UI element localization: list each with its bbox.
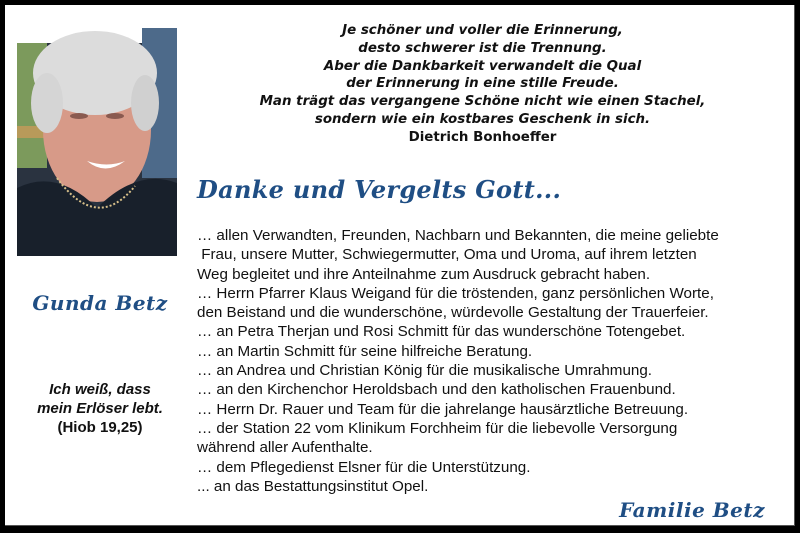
thanks-line: … dem Pflegedienst Elsner für die Unterstützung. — [197, 458, 531, 476]
verse-reference: (Hiob 19,25) — [57, 419, 143, 436]
portrait-image — [17, 18, 177, 256]
thanks-line: … an Petra Therjan und Rosi Schmitt für das wunderschöne Totengebet. — [197, 323, 686, 341]
thanks-line: Frau, unsere Mutter, Schwiegermutter, Oma und Uroma, auf ihrem letzten — [197, 246, 697, 264]
thanks-line: Weg begleitet und ihre Anteilnahme zum Ausdruck gebracht haben. — [197, 265, 651, 283]
thanks-line: ... an das Bestattungsinstitut Opel. — [197, 477, 429, 495]
quote-line: Aber die Dankbarkeit verwandelt die Qual — [323, 58, 642, 74]
quote-line: Man trägt das vergangene Schöne nicht wie einen Stachel, — [259, 94, 706, 110]
obituary-thank-you-notice — [5, 5, 795, 526]
thanks-line: … an den Kirchenchor Heroldsbach und den katholischen Frauenbund. — [197, 381, 676, 399]
verse-line: mein Erlöser lebt. — [37, 400, 163, 417]
deceased-name: Gunda Betz — [32, 291, 168, 315]
thanks-line: … allen Verwandten, Freunden, Nachbarn und Bekannten, die meine geliebte — [197, 227, 719, 244]
thanks-line: … an Martin Schmitt für seine hilfreiche Beratung. — [197, 342, 533, 360]
bonhoeffer-quote — [200, 22, 765, 147]
quote-line: sondern wie ein kostbares Geschenk in sich. — [314, 111, 651, 127]
verse-line: Ich weiß, dass — [49, 381, 151, 398]
quote-line: Je schöner und voller die Erinnerung, — [342, 23, 623, 38]
bible-verse — [5, 380, 195, 437]
quote-author: Dietrich Bonhoeffer — [408, 129, 557, 145]
quote-line: desto schwerer ist die Trennung. — [358, 40, 607, 56]
thanks-list — [197, 226, 787, 496]
portrait-photo — [17, 18, 177, 256]
thanks-line: … Herrn Pfarrer Klaus Weigand für die tröstenden, ganz persönlichen Worte, — [197, 284, 714, 302]
thanks-line: … an Andrea und Christian König für die musikalische Umrahmung. — [197, 362, 653, 380]
thanks-line: … Herrn Dr. Rauer und Team für die jahrelange hausärztliche Betreuung. — [197, 400, 689, 418]
thanks-heading: Danke und Vergelts Gott... — [197, 175, 562, 204]
thanks-line: den Beistand und die wunderschöne, würdevolle Gestaltung der Trauerfeier. — [197, 304, 709, 322]
quote-line: der Erinnerung in eine stille Freude. — [346, 76, 619, 92]
family-signature: Familie Betz — [619, 498, 765, 522]
thanks-line: … der Station 22 vom Klinikum Forchheim für die liebevolle Versorgung — [197, 419, 678, 437]
thanks-line: während aller Aufenthalte. — [197, 439, 373, 457]
